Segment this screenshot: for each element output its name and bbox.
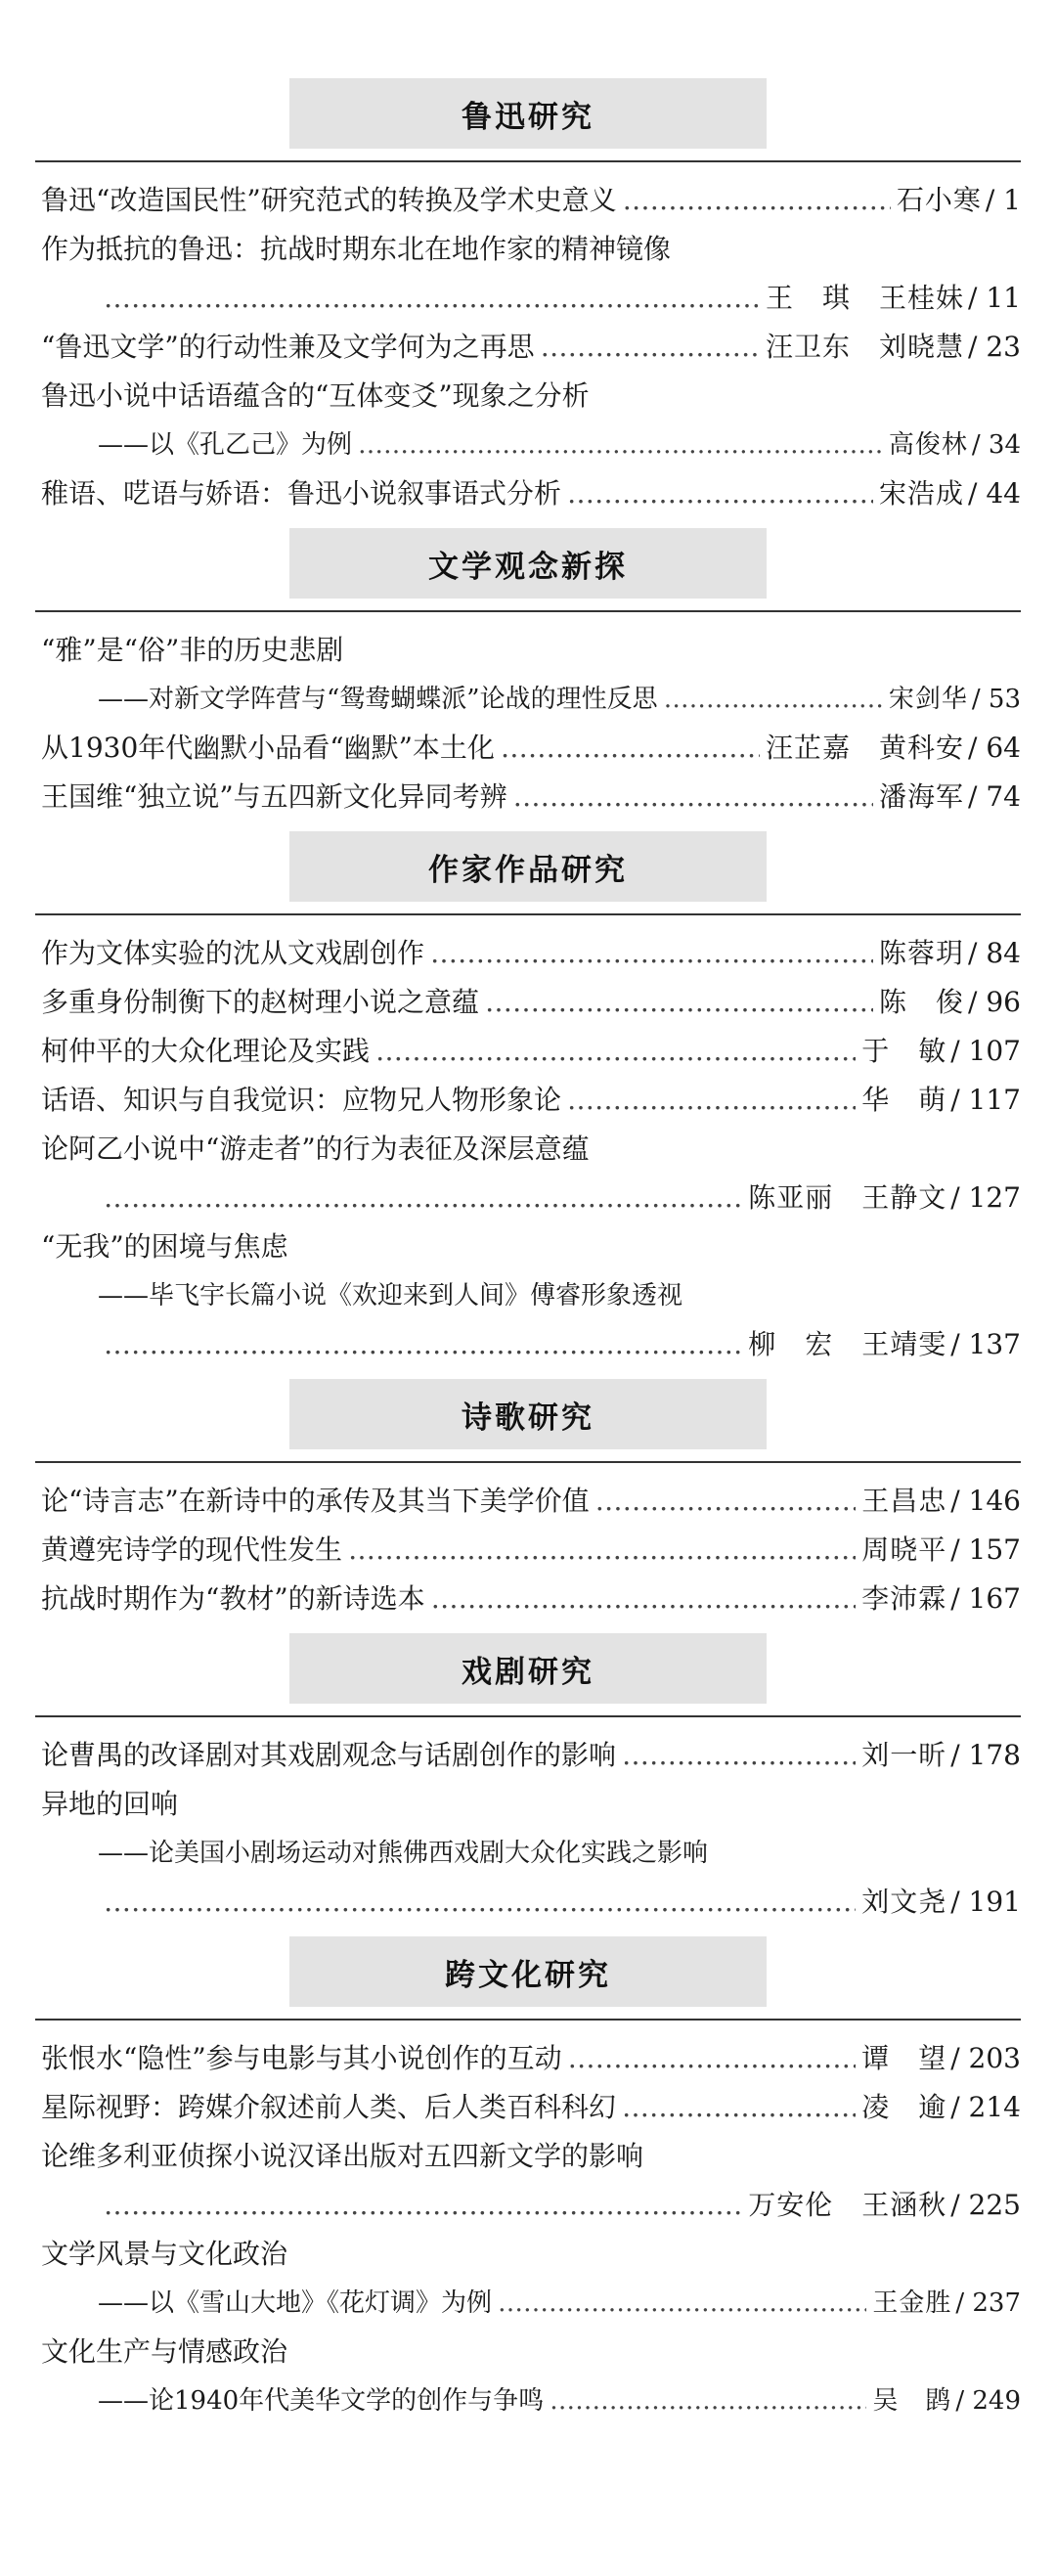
entry-title-line — [41, 372, 1021, 421]
entry-subtitle-line — [41, 1829, 1021, 1878]
entry-page-number: / 1 — [986, 176, 1021, 225]
entry-author: 李沛霖 — [861, 1582, 947, 1615]
entry-subtitle: ——论1940年代美华文学的创作与争鸣 — [98, 2386, 545, 2416]
entry-author: 凌 逾 — [861, 2091, 947, 2123]
toc-section — [0, 1633, 1056, 1927]
toc-entry — [41, 2132, 1021, 2230]
entry-page-number: / 64 — [968, 724, 1021, 773]
toc-entry — [41, 372, 1021, 469]
toc-entry — [41, 1731, 1021, 1780]
entry-title-line — [41, 1027, 1021, 1076]
toc-entry — [41, 1526, 1021, 1575]
dot-leader — [622, 1731, 856, 1780]
toc-entry — [41, 323, 1021, 372]
entry-page-number: / 237 — [955, 2279, 1021, 2328]
entry-title-line — [41, 1731, 1021, 1780]
entry-author: 周晓平 — [861, 1533, 947, 1566]
dot-leader — [595, 1477, 857, 1526]
entry-title: 鲁迅小说中话语蕴含的“互体变爻”现象之分析 — [41, 379, 590, 412]
entry-page-number: / 53 — [972, 675, 1021, 724]
entry-author: 吴 鹍 — [872, 2386, 952, 2416]
dot-leader — [430, 929, 873, 978]
entry-author: 陈亚丽 王静文 — [748, 1181, 947, 1214]
entry-title-line — [41, 1125, 1021, 1174]
entry-title: 多重身份制衡下的赵树理小说之意蕴 — [41, 986, 480, 1018]
entry-continuation-line — [41, 1320, 1021, 1369]
entry-list — [0, 1477, 1056, 1623]
entry-title: 黄遵宪诗学的现代性发生 — [41, 1533, 343, 1566]
entry-page-number: / 11 — [968, 274, 1021, 323]
entry-author: 汪卫东 刘晓慧 — [766, 331, 965, 363]
entry-page-number: / 249 — [955, 2376, 1021, 2425]
toc-entry — [41, 469, 1021, 518]
entry-list — [0, 1731, 1056, 1927]
dot-leader — [513, 773, 873, 822]
toc-entry — [41, 773, 1021, 822]
dot-leader — [104, 1878, 856, 1927]
toc-entry — [41, 724, 1021, 773]
dot-leader — [431, 1575, 857, 1623]
section-title: 诗歌研究 — [289, 1379, 767, 1449]
toc-entry — [41, 1575, 1021, 1623]
toc-entry — [41, 929, 1021, 978]
entry-page-number: / 127 — [950, 1174, 1021, 1222]
entry-author: 陈蓉玥 — [879, 937, 965, 969]
entry-title: 论维多利亚侦探小说汉译出版对五四新文学的影响 — [41, 2140, 644, 2172]
dot-leader — [568, 2034, 857, 2083]
entry-author: 刘文尧 — [861, 1886, 947, 1918]
entry-continuation-line — [41, 1174, 1021, 1222]
entry-subtitle: ——以《雪山大地》《花灯调》为例 — [98, 2288, 493, 2318]
entry-continuation-line — [41, 2181, 1021, 2230]
entry-title: 文化生产与情感政治 — [41, 2335, 288, 2368]
entry-author: 陈 俊 — [879, 986, 965, 1018]
section-rule — [35, 1461, 1021, 1463]
entry-page-number: / 23 — [968, 323, 1021, 372]
toc-entry — [41, 2034, 1021, 2083]
entry-page-number: / 167 — [950, 1575, 1021, 1623]
entry-subtitle-line — [41, 675, 1021, 724]
entry-list — [0, 2034, 1056, 2425]
entry-title: 话语、知识与自我觉识：应物兄人物形象论 — [41, 1084, 562, 1116]
section-title: 跨文化研究 — [289, 1936, 767, 2007]
entry-title-line — [41, 2083, 1021, 2132]
entry-page-number: / 146 — [950, 1477, 1021, 1526]
entry-title-line — [41, 1076, 1021, 1125]
entry-author: 宋剑华 — [888, 685, 968, 714]
dot-leader — [348, 1526, 856, 1575]
toc-entry — [41, 1076, 1021, 1125]
toc-section — [0, 528, 1056, 822]
entry-subtitle-line — [41, 2279, 1021, 2328]
dot-leader — [104, 2181, 742, 2230]
entry-title: 文学风景与文化政治 — [41, 2238, 288, 2270]
toc-entry — [41, 1125, 1021, 1222]
entry-title: “雅”是“俗”非的历史悲剧 — [41, 634, 344, 666]
entry-title-line — [41, 978, 1021, 1027]
entry-page-number: / 34 — [972, 421, 1021, 469]
entry-subtitle: ——毕飞宇长篇小说《欢迎来到人间》傅睿形象透视 — [98, 1281, 683, 1310]
entry-title-line — [41, 1575, 1021, 1623]
toc-entry — [41, 225, 1021, 323]
entry-title: 柯仲平的大众化理论及实践 — [41, 1035, 371, 1067]
toc-entry — [41, 1477, 1021, 1526]
entry-author: 潘海军 — [879, 780, 965, 813]
toc-entry — [41, 1222, 1021, 1369]
section-rule — [35, 1715, 1021, 1717]
entry-title: 鲁迅“改造国民性”研究范式的转换及学术史意义 — [41, 184, 617, 216]
entry-subtitle-line — [41, 1271, 1021, 1320]
section-rule — [35, 2019, 1021, 2021]
entry-author: 万安伦 王涵秋 — [748, 2189, 947, 2221]
entry-page-number: / 117 — [950, 1076, 1021, 1125]
entry-author: 王 琪 王桂妹 — [766, 282, 965, 314]
entry-title-line — [41, 2230, 1021, 2279]
dot-leader — [104, 1174, 742, 1222]
entry-title-line — [41, 323, 1021, 372]
toc-entry — [41, 978, 1021, 1027]
entry-list — [0, 626, 1056, 822]
dot-leader — [104, 274, 760, 323]
toc-entry — [41, 1780, 1021, 1927]
dot-leader — [664, 675, 883, 724]
toc-section — [0, 1379, 1056, 1623]
entry-author: 宋浩成 — [879, 477, 965, 510]
dot-leader — [375, 1027, 856, 1076]
entry-page-number: / 137 — [950, 1320, 1021, 1369]
entry-title-line — [41, 1526, 1021, 1575]
entry-title-line — [41, 626, 1021, 675]
entry-title: 从1930年代幽默小品看“幽默”本土化 — [41, 732, 495, 764]
dot-leader — [104, 1320, 742, 1369]
dot-leader — [567, 469, 873, 518]
entry-author: 于 敏 — [861, 1035, 947, 1067]
entry-title: 论阿乙小说中“游走者”的行为表征及深层意蕴 — [41, 1133, 590, 1165]
entry-title: 王国维“独立说”与五四新文化异同考辨 — [41, 780, 507, 813]
section-rule — [35, 913, 1021, 915]
entry-title-line — [41, 724, 1021, 773]
entry-page-number: / 203 — [950, 2034, 1021, 2083]
entry-title-line — [41, 773, 1021, 822]
entry-title: 作为抵抗的鲁迅：抗战时期东北在地作家的精神镜像 — [41, 233, 672, 265]
entry-page-number: / 178 — [950, 1731, 1021, 1780]
dot-leader — [498, 2279, 866, 2328]
entry-title-line — [41, 1477, 1021, 1526]
entry-title: “无我”的困境与焦虑 — [41, 1230, 288, 1263]
section-title: 鲁迅研究 — [289, 78, 767, 149]
entry-author: 石小寒 — [896, 184, 982, 216]
toc-section — [0, 78, 1056, 518]
entry-page-number: / 225 — [950, 2181, 1021, 2230]
entry-page-number: / 44 — [968, 469, 1021, 518]
toc-section — [0, 831, 1056, 1369]
entry-author: 王昌忠 — [861, 1485, 947, 1517]
entry-author: 刘一昕 — [861, 1739, 947, 1771]
entry-list — [0, 176, 1056, 518]
section-rule — [35, 160, 1021, 162]
entry-page-number: / 191 — [950, 1878, 1021, 1927]
entry-title-line — [41, 2132, 1021, 2181]
entry-continuation-line — [41, 274, 1021, 323]
entry-author: 柳 宏 王靖雯 — [748, 1328, 947, 1360]
entry-title-line — [41, 2328, 1021, 2376]
entry-author: 华 萌 — [861, 1084, 947, 1116]
entry-title: “鲁迅文学”的行动性兼及文学何为之再思 — [41, 331, 535, 363]
dot-leader — [567, 1076, 856, 1125]
entry-author: 汪芷嘉 黄科安 — [766, 732, 965, 764]
toc-entry — [41, 2230, 1021, 2328]
entry-title: 星际视野：跨媒介叙述前人类、后人类百科科幻 — [41, 2091, 617, 2123]
entry-subtitle: ——以《孔乙己》为例 — [98, 430, 353, 460]
entry-subtitle: ——论美国小剧场运动对熊佛西戏剧大众化实践之影响 — [98, 1839, 709, 1868]
section-title: 作家作品研究 — [289, 831, 767, 902]
toc-entry — [41, 1027, 1021, 1076]
entry-title-line — [41, 929, 1021, 978]
entry-title: 张恨水“隐性”参与电影与其小说创作的互动 — [41, 2042, 562, 2074]
entry-author: 谭 望 — [861, 2042, 947, 2074]
dot-leader — [622, 2083, 856, 2132]
entry-title-line — [41, 225, 1021, 274]
entry-title: 异地的回响 — [41, 1788, 179, 1820]
entry-title: 论曹禺的改译剧对其戏剧观念与话剧创作的影响 — [41, 1739, 617, 1771]
entry-subtitle-line — [41, 421, 1021, 469]
entry-continuation-line — [41, 1878, 1021, 1927]
dot-leader — [541, 323, 760, 372]
section-title: 戏剧研究 — [289, 1633, 767, 1704]
section-title: 文学观念新探 — [289, 528, 767, 599]
dot-leader — [358, 421, 883, 469]
entry-subtitle-line — [41, 2376, 1021, 2425]
dot-leader — [501, 724, 760, 773]
toc-entry — [41, 2328, 1021, 2425]
entry-author: 王金胜 — [872, 2288, 952, 2318]
section-rule — [35, 610, 1021, 612]
entry-title-line — [41, 469, 1021, 518]
entry-list — [0, 929, 1056, 1369]
dot-leader — [623, 176, 891, 225]
entry-page-number: / 74 — [968, 773, 1021, 822]
entry-title: 稚语、呓语与娇语：鲁迅小说叙事语式分析 — [41, 477, 562, 510]
entry-title: 作为文体实验的沈从文戏剧创作 — [41, 937, 425, 969]
entry-page-number: / 96 — [968, 978, 1021, 1027]
entry-title-line — [41, 1222, 1021, 1271]
entry-title: 抗战时期作为“教材”的新诗选本 — [41, 1582, 425, 1615]
dot-leader — [485, 978, 873, 1027]
toc-section — [0, 1936, 1056, 2425]
entry-author: 高俊林 — [888, 430, 968, 460]
dot-leader — [550, 2376, 866, 2425]
entry-page-number: / 107 — [950, 1027, 1021, 1076]
entry-title-line — [41, 1780, 1021, 1829]
entry-subtitle: ——对新文学阵营与“鸳鸯蝴蝶派”论战的理性反思 — [98, 685, 658, 714]
toc-entry — [41, 176, 1021, 225]
entry-page-number: / 84 — [968, 929, 1021, 978]
entry-page-number: / 157 — [950, 1526, 1021, 1575]
toc-entry — [41, 2083, 1021, 2132]
entry-title-line — [41, 2034, 1021, 2083]
entry-page-number: / 214 — [950, 2083, 1021, 2132]
entry-title-line — [41, 176, 1021, 225]
entry-title: 论“诗言志”在新诗中的承传及其当下美学价值 — [41, 1485, 590, 1517]
toc-entry — [41, 626, 1021, 724]
